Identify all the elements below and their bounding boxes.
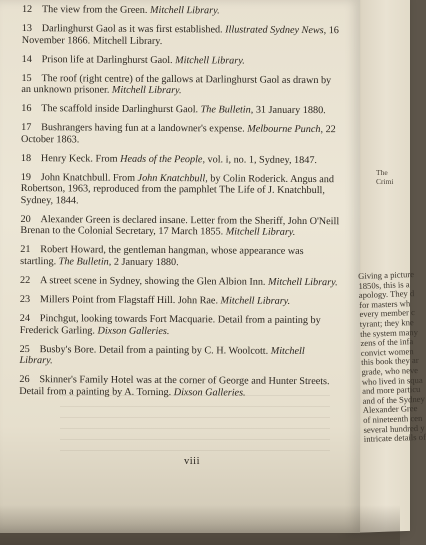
caption-source: Mitchell Library. xyxy=(19,345,304,366)
caption-number: 14 xyxy=(22,54,42,66)
caption-entry xyxy=(20,313,340,338)
caption-source: Melbourne Punch xyxy=(247,124,320,136)
caption-text: A street scene in Sydney, showing the Glen Albion Inn. xyxy=(40,275,268,288)
right-page-line: of nineteenth cen xyxy=(363,414,411,425)
caption-text: The roof (right centre) of the gallows at Darlinghurst Gaol as drawn by an unknown prisoner. xyxy=(21,73,331,96)
caption-entry xyxy=(22,4,342,18)
bottom-shadow xyxy=(0,505,400,545)
caption-entry xyxy=(20,294,340,308)
caption-source: Mitchell Library. xyxy=(226,227,296,238)
caption-entry xyxy=(21,172,341,209)
caption-source: Mitchell Library. xyxy=(175,55,245,66)
caption-tail: , 22 October 1863. xyxy=(21,124,336,145)
right-page-line: Giving a picture xyxy=(358,270,406,281)
caption-tail: , vol. i, no. 1, Sydney, 1847. xyxy=(202,154,317,166)
show-through-text xyxy=(60,395,330,455)
right-page-text xyxy=(358,270,412,444)
right-page-line: 1850s, this is a xyxy=(358,280,406,291)
right-page-line: several hundred y xyxy=(363,424,411,435)
caption-source: Mitchell Library. xyxy=(221,295,291,306)
caption-number: 20 xyxy=(20,214,40,226)
caption-source: Mitchell Library. xyxy=(112,85,182,96)
caption-entry xyxy=(21,153,341,167)
right-page-line: apology. They d xyxy=(359,290,407,301)
right-page-line: for masters wh xyxy=(359,299,407,310)
caption-text: Darlinghurst Gaol as it was first established. xyxy=(42,23,225,35)
caption-text: Pinchgut, looking towards Fort Macquarie. Detail from a painting by Frederick Garling. xyxy=(20,313,321,336)
caption-text: The view from the Green. xyxy=(42,4,150,16)
caption-source: The Bulletin xyxy=(201,104,251,115)
caption-text: Robert Howard, the gentleman hangman, whose appearance was startling. xyxy=(20,245,304,268)
caption-text: Alexander Green is declared insane. Letter from the Sheriff, John O'Neill Brenan to the Colonial Secretary, 17 March 1855. xyxy=(20,214,339,238)
caption-number: 16 xyxy=(21,103,41,115)
caption-tail: , 16 November 1866. Mitchell Library. xyxy=(22,25,339,46)
caption-entry xyxy=(21,73,341,98)
right-page-line: the system many xyxy=(360,328,408,339)
right-page-line: and of the Sydney xyxy=(362,395,410,406)
caption-tail: , by Colin Roderick. Angus and Robertson, 1963, reproduced from the pamphlet The Life of J. Knatchbull, Sydney, 1844. xyxy=(21,173,334,206)
right-page-line: grade, who neve xyxy=(361,366,409,377)
caption-source: Heads of the People xyxy=(120,153,202,165)
caption-source: Dixson Galleries. xyxy=(174,387,246,399)
caption-number: 22 xyxy=(20,275,40,287)
caption-number: 13 xyxy=(22,23,42,35)
caption-entry xyxy=(22,54,342,68)
caption-source: John Knatchbull xyxy=(138,172,206,183)
caption-entry xyxy=(19,344,339,369)
caption-number: 15 xyxy=(21,73,41,85)
caption-source: Mitchell Library. xyxy=(150,5,220,16)
right-page-line: convict women xyxy=(361,347,409,358)
caption-text: Skinner's Family Hotel was at the corner of George and Hunter Streets. Detail from a painting by A. Torning. xyxy=(19,374,329,398)
caption-text: Bushrangers having fun at a landowner's expense. xyxy=(41,122,247,134)
illustration-list xyxy=(19,4,342,407)
caption-tail: , 2 January 1880. xyxy=(109,257,179,268)
caption-source: Illustrated Sydney News xyxy=(225,24,324,36)
right-page-running-head: The Crimi xyxy=(376,168,400,186)
caption-entry xyxy=(21,103,341,117)
caption-number: 24 xyxy=(20,313,40,325)
caption-text: Henry Keck. From xyxy=(41,153,120,165)
caption-source: The Bulletin xyxy=(59,256,109,267)
caption-number: 17 xyxy=(21,122,41,134)
right-page-line: zens of the infa xyxy=(360,337,408,348)
caption-text: The scaffold inside Darlinghurst Gaol. xyxy=(41,103,200,115)
caption-text: Prison life at Darlinghurst Gaol. xyxy=(42,54,176,66)
caption-number: 26 xyxy=(19,374,39,386)
caption-text: Millers Point from Flagstaff Hill. John Rae. xyxy=(40,294,221,306)
caption-entry xyxy=(21,122,341,147)
caption-number: 12 xyxy=(22,4,42,16)
caption-entry xyxy=(20,275,340,289)
right-page-line: tyrant; they kne xyxy=(360,318,408,329)
right-page-line: this book they ar xyxy=(361,357,409,368)
caption-entry xyxy=(20,244,340,269)
right-page-line: Alexander Gree xyxy=(363,405,411,416)
caption-number: 18 xyxy=(21,153,41,165)
caption-entry xyxy=(22,23,342,48)
caption-number: 19 xyxy=(21,172,41,184)
page-number: viii xyxy=(184,456,200,467)
caption-source: Mitchell Library. xyxy=(268,277,338,288)
right-page-line: and more particu xyxy=(362,385,410,396)
caption-source: Dixson Galleries. xyxy=(97,325,169,337)
right-page-line: intricate details of xyxy=(364,433,412,444)
caption-number: 23 xyxy=(20,294,40,306)
caption-number: 25 xyxy=(20,344,40,356)
caption-tail: , 31 January 1880. xyxy=(251,105,326,117)
caption-number: 21 xyxy=(20,244,40,256)
caption-text: Busby's Bore. Detail from a painting by C. H. Woolcott. xyxy=(40,344,271,357)
right-page-line: who lived in squa xyxy=(362,376,410,387)
right-page-line: every member c xyxy=(359,309,407,320)
caption-text: John Knatchbull. From xyxy=(41,172,138,184)
caption-entry xyxy=(20,214,340,239)
